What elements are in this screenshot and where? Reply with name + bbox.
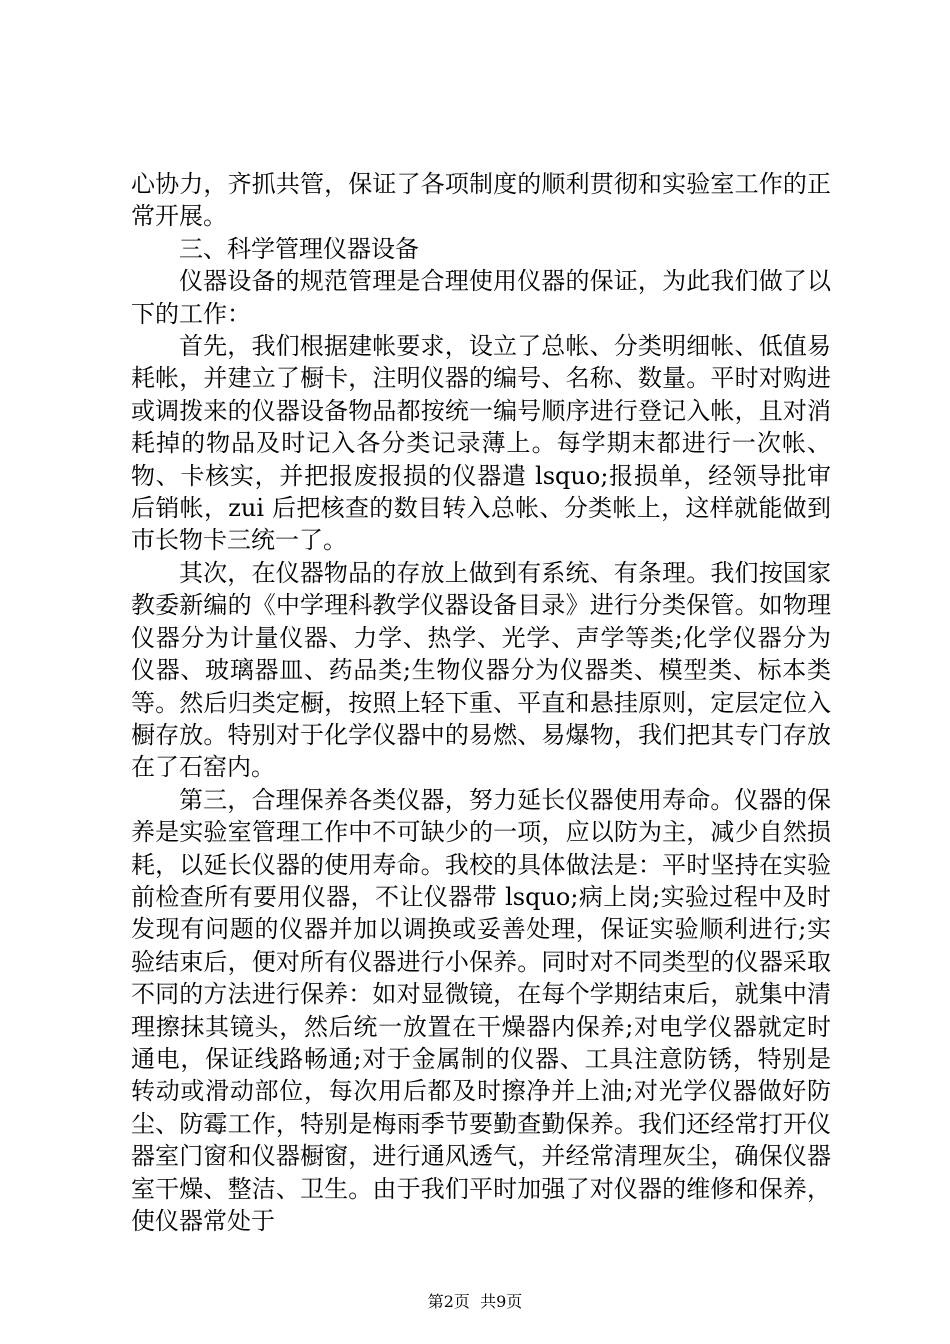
page-number: 第2页 共9页 bbox=[427, 1292, 523, 1311]
paragraph-first: 首先，我们根据建帐要求，设立了总帐、分类明细帐、低值易耗帐，并建立了橱卡，注明仪器的编号、名称、数量。平时对购进或调拨来的仪器设备物品都按统一编号顺序进行登记入帐，且对消耗掉的物品及时记入各分类记录薄上。每学期末都进行一次帐、物、卡核实，并把报废报损的仪器遣 lsquo;报损单，经领导批审后销帐，zui 后把核查的数目转入总帐、分类帐上，这样就能做到巿长物卡三统一了。 bbox=[131, 332, 831, 555]
paragraph-continuation: 心协力，齐抓共管，保证了各项制度的顺利贯彻和实验室工作的正常开展。 bbox=[131, 170, 831, 231]
paragraph-second: 其次，在仪器物品的存放上做到有系统、有条理。我们按国家教委新编的《中学理科教学仪器设备目录》进行分类保管。如物理仪器分为计量仪器、力学、热学、光学、声学等类;化学仪器分为仪器、玻璃器皿、药品类;生物仪器分为仪器类、模型类、标本类等。然后归类定橱，按照上轻下重、平直和悬挂原则，定层定位入橱存放。特别对于化学仪器中的易燃、易爆物，我们把其专门存放在了石窑内。 bbox=[131, 558, 831, 782]
document-body bbox=[131, 168, 831, 1237]
paragraph-intro: 仪器设备的规范管理是合理使用仪器的保证，为此我们做了以下的工作： bbox=[131, 267, 831, 328]
paragraph-third: 第三，合理保养各类仪器，努力延长仪器使用寿命。仪器的保养是实验室管理工作中不可缺少的一项，应以防为主，减少自然损耗，以延长仪器的使用寿命。我校的具体做法是：平时坚持在实验前检查所有要用仪器，不让仪器带 lsquo;病上岗;实验过程中及时发现有问题的仪器并加以调换或妥善处理，保证实验顺利进行;实验结束后，便对所有仪器进行小保养。同时对不同类型的仪器采取不同的方法进行保养：如对显微镜，在每个学期结束后，就集中清理擦抹其镜头，然后统一放置在干燥器内保养;对电学仪器就定时通电，保证线路畅通;对于金属制的仪器、工具注意防锈，特别是转动或滑动部位，每次用后都及时擦净并上油;对光学仪器做好防尘、防霉工作，特别是梅雨季节要勤查勤保养。我们还经常打开仪器室门窗和仪器橱窗，进行通风透气，并经常清理灰尘，确保仪器室干燥、整洁、卫生。由于我们平时加强了对仪器的维修和保养，使仪器常处于 bbox=[131, 785, 831, 1235]
section-heading: 三、科学管理仪器设备 bbox=[179, 234, 419, 263]
page-footer bbox=[0, 1292, 950, 1312]
